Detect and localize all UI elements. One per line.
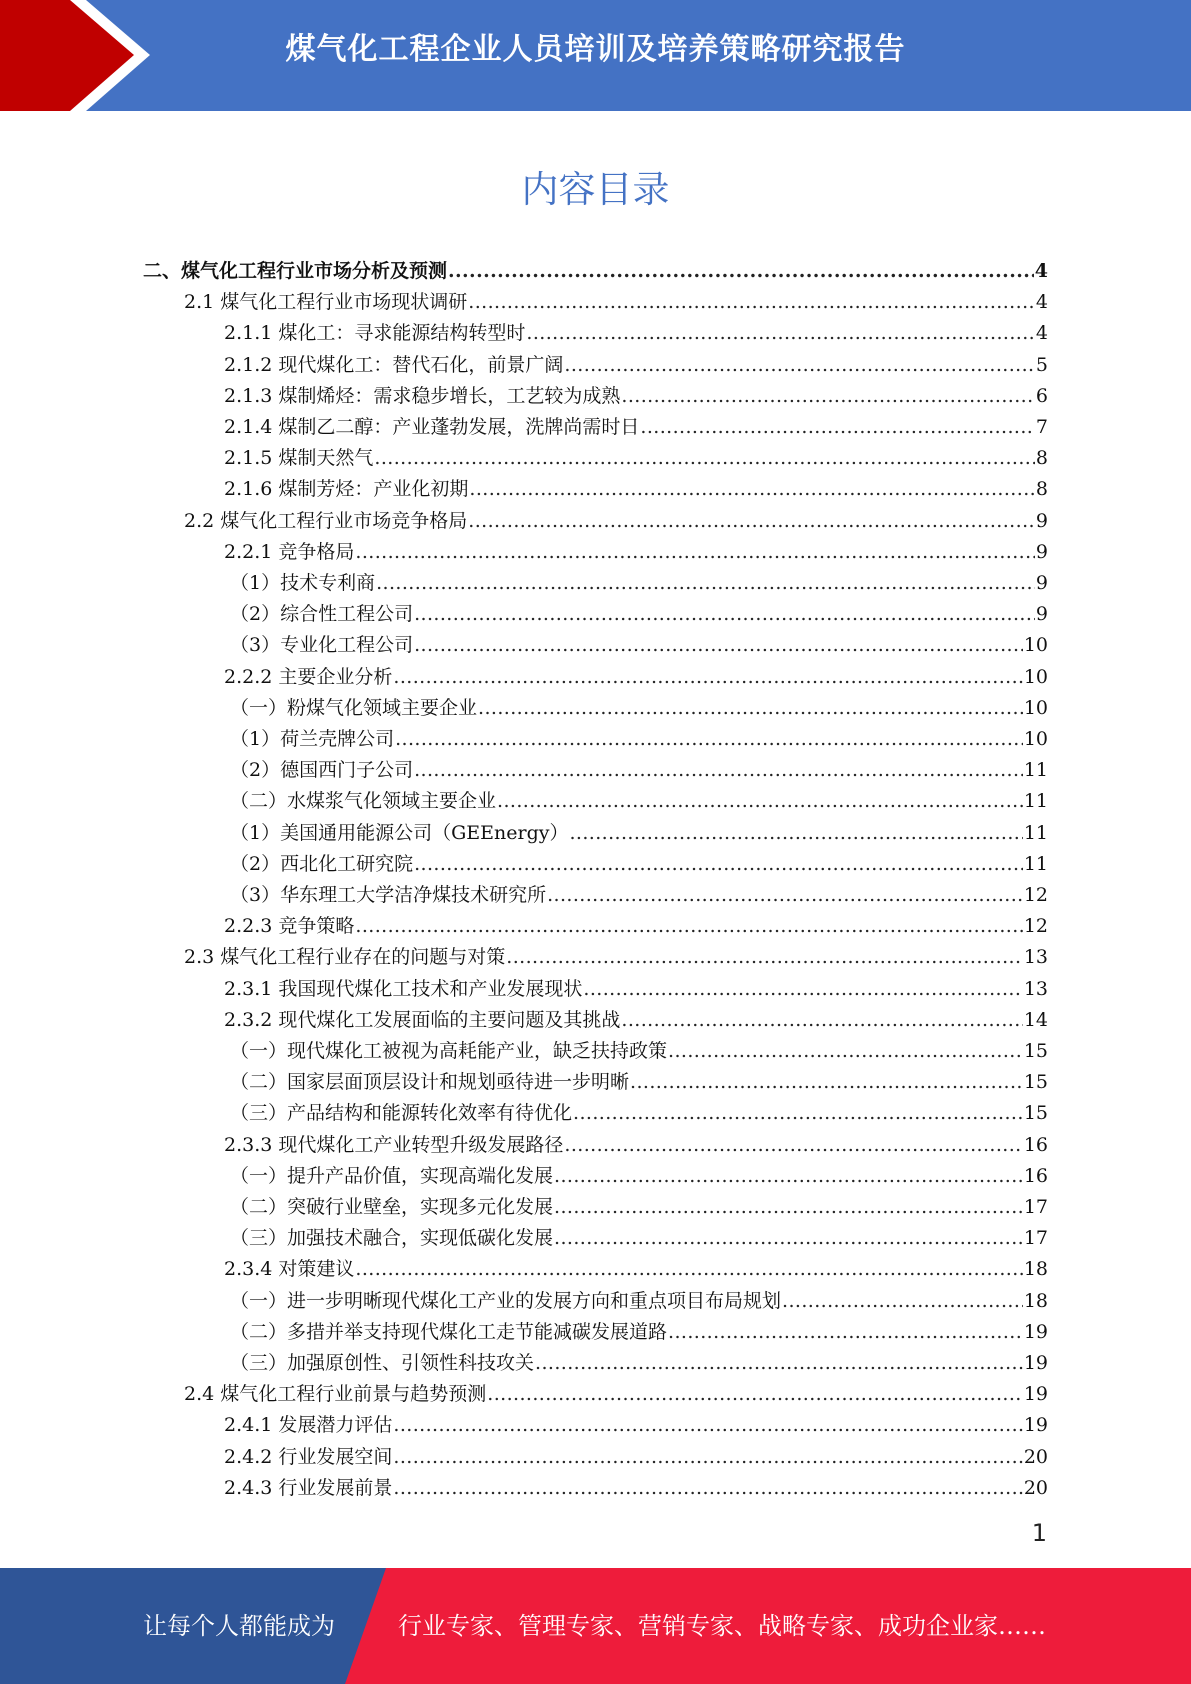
toc-entry-title: 2.4 煤气化工程行业前景与趋势预测 xyxy=(184,1383,487,1406)
toc-entry[interactable] xyxy=(224,1439,1048,1470)
toc-entry-title: （2）综合性工程公司 xyxy=(230,603,414,626)
toc-entry[interactable] xyxy=(230,1283,1048,1314)
toc-entry-title: （2）德国西门子公司 xyxy=(230,759,414,782)
toc-entry-title: （一）进一步明晰现代煤化工产业的发展方向和重点项目布局规划 xyxy=(230,1289,782,1312)
toc-entry-title: （1）荷兰壳牌公司 xyxy=(230,728,395,750)
toc-entry[interactable] xyxy=(224,1407,1048,1438)
toc-leader-dots xyxy=(393,1444,1022,1470)
toc-leader-dots xyxy=(630,1069,1023,1095)
toc-entry-page: 10 xyxy=(1023,665,1048,688)
toc-entry-page: 19 xyxy=(1023,1383,1048,1406)
toc-leader-dots xyxy=(497,788,1023,814)
toc-entry-page: 19 xyxy=(1023,1320,1048,1343)
toc-entry[interactable] xyxy=(224,1470,1048,1501)
toc-entry[interactable] xyxy=(224,1251,1048,1282)
toc-entry-page: 16 xyxy=(1023,1164,1048,1187)
toc-leader-dots xyxy=(355,1256,1022,1282)
toc-entry-title: 2.4.2 行业发展空间 xyxy=(224,1445,393,1468)
toc-leader-dots xyxy=(478,695,1023,721)
toc-entry[interactable] xyxy=(230,1314,1048,1345)
toc-entry-page: 16 xyxy=(1023,1133,1048,1156)
toc-entry-page: 20 xyxy=(1023,1445,1048,1468)
toc-leader-dots xyxy=(374,445,1035,471)
toc-entry[interactable] xyxy=(230,721,1048,752)
toc-leader-dots xyxy=(583,976,1022,1002)
footer-slogan-right: 行业专家、管理专家、营销专家、战略专家、成功企业家…… xyxy=(398,1612,1046,1640)
toc-heading: 内容目录 xyxy=(521,168,670,211)
toc-leader-dots xyxy=(569,820,1022,846)
toc-entry-title: 2.3.2 现代煤化工发展面临的主要问题及其挑战 xyxy=(224,1008,621,1031)
report-title: 煤气化工程企业人员培训及培养策略研究报告 xyxy=(285,32,906,67)
toc-entry[interactable] xyxy=(224,409,1048,440)
toc-entry[interactable] xyxy=(224,1002,1048,1033)
toc-entry-page: 19 xyxy=(1023,1414,1048,1437)
toc-entry-page: 10 xyxy=(1023,634,1048,657)
toc-entry[interactable] xyxy=(230,815,1048,846)
toc-entry-page: 4 xyxy=(1034,260,1048,282)
toc-entry[interactable] xyxy=(230,1064,1048,1095)
toc-entry-title: （1）技术专利商 xyxy=(230,572,376,594)
toc-leader-dots xyxy=(526,320,1035,346)
toc-entry-title: （3）专业化工程公司 xyxy=(230,634,414,657)
toc-entry-title: 2.3.3 现代煤化工产业转型升级发展路径 xyxy=(224,1133,564,1156)
toc-entry[interactable] xyxy=(224,440,1048,471)
toc-entry-title: （1）美国通用能源公司（GEEnergy） xyxy=(230,821,569,844)
toc-entry-title: 2.4.3 行业发展前景 xyxy=(224,1476,393,1499)
toc-leader-dots xyxy=(621,1007,1022,1033)
toc-entry-title: （二）突破行业壁垒，实现多元化发展 xyxy=(230,1196,554,1218)
toc-entry-title: 2.1.4 煤制乙二醇：产业蓬勃发展，洗牌尚需时日 xyxy=(224,416,640,438)
toc-entry[interactable] xyxy=(224,471,1048,502)
toc-entry-page: 12 xyxy=(1023,915,1048,938)
toc-leader-dots xyxy=(554,1163,1023,1189)
toc-entry-title: （二）国家层面顶层设计和规划亟待进一步明晰 xyxy=(230,1071,630,1094)
footer-slogan-left: 让每个人都能成为 xyxy=(143,1612,335,1640)
toc-entry-title: 2.3.4 对策建议 xyxy=(224,1258,355,1281)
toc-leader-dots xyxy=(573,1100,1023,1126)
toc-entry[interactable] xyxy=(230,752,1048,783)
toc-entry-page: 5 xyxy=(1035,353,1048,376)
toc-entry-page: 11 xyxy=(1023,759,1048,782)
toc-entry-title: 2.2.2 主要企业分析 xyxy=(224,665,393,688)
toc-entry[interactable] xyxy=(224,908,1048,939)
toc-entry-title: 2.4.1 发展潜力评估 xyxy=(224,1414,393,1437)
toc-entry[interactable] xyxy=(184,284,1048,315)
toc-entry[interactable] xyxy=(230,1158,1048,1189)
toc-entry[interactable] xyxy=(224,534,1048,565)
toc-leader-dots xyxy=(414,851,1023,877)
toc-entry-title: 2.2.3 竞争策略 xyxy=(224,915,355,938)
toc-entry-page: 8 xyxy=(1035,478,1048,501)
toc-entry-page: 14 xyxy=(1023,1008,1048,1031)
toc-entry-page: 10 xyxy=(1023,696,1048,719)
toc-entry[interactable] xyxy=(230,846,1048,877)
toc-entry-page: 9 xyxy=(1035,509,1048,532)
toc-entry-title: 2.2.1 竞争格局 xyxy=(224,540,355,563)
toc-entry-page: 9 xyxy=(1035,540,1048,563)
toc-entry-title: 2.1.5 煤制天然气 xyxy=(224,447,374,470)
toc-entry-page: 4 xyxy=(1035,291,1048,314)
toc-entry-page: 10 xyxy=(1023,728,1048,750)
toc-entry-page: 18 xyxy=(1023,1289,1048,1312)
toc-entry-title: 2.1.1 煤化工：寻求能源结构转型时 xyxy=(224,322,526,345)
toc-leader-dots xyxy=(355,913,1022,939)
toc-leader-dots xyxy=(414,757,1023,783)
toc-entry[interactable] xyxy=(230,565,1048,596)
toc-entry[interactable] xyxy=(230,1033,1048,1064)
toc-entry-page: 9 xyxy=(1035,572,1048,594)
toc-leader-dots xyxy=(554,1225,1023,1251)
toc-leader-dots xyxy=(506,944,1023,970)
toc-leader-dots xyxy=(668,1038,1023,1064)
toc-entry-page: 8 xyxy=(1035,447,1048,470)
toc-entry-page: 15 xyxy=(1023,1102,1048,1125)
toc-entry[interactable] xyxy=(184,939,1048,970)
toc-entry-title: （2）西北化工研究院 xyxy=(230,852,414,875)
toc-entry-page: 7 xyxy=(1035,416,1048,438)
toc-entry-page: 15 xyxy=(1023,1040,1048,1062)
toc-leader-dots xyxy=(376,570,1035,596)
toc-entry[interactable] xyxy=(230,627,1048,658)
toc-leader-dots xyxy=(640,414,1035,440)
toc-entry[interactable] xyxy=(224,315,1048,346)
toc-leader-dots xyxy=(535,1350,1023,1376)
toc-leader-dots xyxy=(468,289,1035,315)
toc-entry-title: 2.1.6 煤制芳烃：产业化初期 xyxy=(224,478,469,501)
toc-entry-page: 17 xyxy=(1023,1196,1048,1218)
toc-entry-title: 二、煤气化工程行业市场分析及预测 xyxy=(143,260,448,282)
toc-entry[interactable] xyxy=(224,971,1048,1002)
toc-entry-page: 13 xyxy=(1023,977,1048,1000)
toc-entry[interactable] xyxy=(230,1220,1048,1251)
toc-entry-page: 13 xyxy=(1023,946,1048,969)
toc-entry[interactable] xyxy=(224,1127,1048,1158)
toc-entry-title: 2.3 煤气化工程行业存在的问题与对策 xyxy=(184,946,506,969)
toc-entry[interactable] xyxy=(230,596,1048,627)
toc-entry[interactable] xyxy=(224,378,1048,409)
toc-leader-dots xyxy=(393,1475,1022,1501)
toc-entry[interactable] xyxy=(143,253,1048,284)
toc-leader-dots xyxy=(487,1381,1023,1407)
toc-leader-dots xyxy=(414,601,1035,627)
toc-entry-page: 20 xyxy=(1023,1476,1048,1499)
toc-leader-dots xyxy=(468,508,1035,534)
toc-entry-page: 15 xyxy=(1023,1071,1048,1094)
toc-entry[interactable] xyxy=(184,503,1048,534)
toc-entry-title: 2.3.1 我国现代煤化工技术和产业发展现状 xyxy=(224,977,583,1000)
toc-leader-dots xyxy=(355,539,1035,565)
footer-banner xyxy=(0,1568,1191,1684)
toc-entry[interactable] xyxy=(230,783,1048,814)
toc-leader-dots xyxy=(782,1288,1023,1314)
toc-entry-page: 4 xyxy=(1035,322,1048,345)
page-number: 1 xyxy=(1031,1519,1047,1547)
toc-entry-title: （三）产品结构和能源转化效率有待优化 xyxy=(230,1102,573,1125)
toc-entry-page: 11 xyxy=(1023,790,1048,813)
toc-entry-title: （一）现代煤化工被视为高耗能产业，缺乏扶持政策 xyxy=(230,1040,668,1062)
toc-leader-dots xyxy=(448,258,1034,284)
toc-entry-page: 19 xyxy=(1023,1352,1048,1374)
toc-entry[interactable] xyxy=(230,1095,1048,1126)
toc-entry-page: 9 xyxy=(1035,603,1048,626)
toc-entry[interactable] xyxy=(230,1345,1048,1376)
toc-leader-dots xyxy=(469,476,1035,502)
toc-leader-dots xyxy=(668,1319,1023,1345)
toc-leader-dots xyxy=(395,726,1023,752)
toc-entry-title: 2.2 煤气化工程行业市场竞争格局 xyxy=(184,509,468,532)
toc-entry[interactable] xyxy=(230,877,1048,908)
toc-leader-dots xyxy=(393,664,1022,690)
toc-entry[interactable] xyxy=(224,347,1048,378)
toc-entry-page: 18 xyxy=(1023,1258,1048,1281)
toc-entry-title: （一）提升产品价值，实现高端化发展 xyxy=(230,1164,554,1187)
toc-entry-title: （3）华东理工大学洁净煤技术研究所 xyxy=(230,884,547,906)
toc-leader-dots xyxy=(393,1412,1022,1438)
toc-entry-page: 11 xyxy=(1023,821,1048,844)
toc-entry-title: （三）加强技术融合，实现低碳化发展 xyxy=(230,1227,554,1250)
toc-entry-title: （三）加强原创性、引领性科技攻关 xyxy=(230,1352,535,1374)
toc-leader-dots xyxy=(554,1194,1023,1220)
toc-entry[interactable] xyxy=(230,690,1048,721)
toc-entry-title: 2.1 煤气化工程行业市场现状调研 xyxy=(184,291,468,314)
toc-entry-page: 11 xyxy=(1023,852,1048,875)
toc-entry-title: （二）水煤浆气化领域主要企业 xyxy=(230,790,497,813)
toc-entry-title: 2.1.2 现代煤化工：替代石化，前景广阔 xyxy=(224,353,564,376)
toc-entry-title: （一）粉煤气化领域主要企业 xyxy=(230,696,478,719)
toc-leader-dots xyxy=(564,352,1035,378)
toc-entry-title: （二）多措并举支持现代煤化工走节能减碳发展道路 xyxy=(230,1320,668,1343)
toc-leader-dots xyxy=(414,632,1023,658)
toc-entry[interactable] xyxy=(224,659,1048,690)
toc-entry-page: 17 xyxy=(1023,1227,1048,1250)
toc-leader-dots xyxy=(621,383,1035,409)
toc-entry[interactable] xyxy=(184,1376,1048,1407)
toc-entry[interactable] xyxy=(230,1189,1048,1220)
toc-leader-dots xyxy=(547,882,1023,908)
toc-entry-title: 2.1.3 煤制烯烃：需求稳步增长，工艺较为成熟 xyxy=(224,384,621,407)
toc-leader-dots xyxy=(564,1132,1022,1158)
toc-entry-page: 12 xyxy=(1023,884,1048,906)
toc-entry-page: 6 xyxy=(1035,384,1048,407)
header-bar xyxy=(0,0,1191,111)
